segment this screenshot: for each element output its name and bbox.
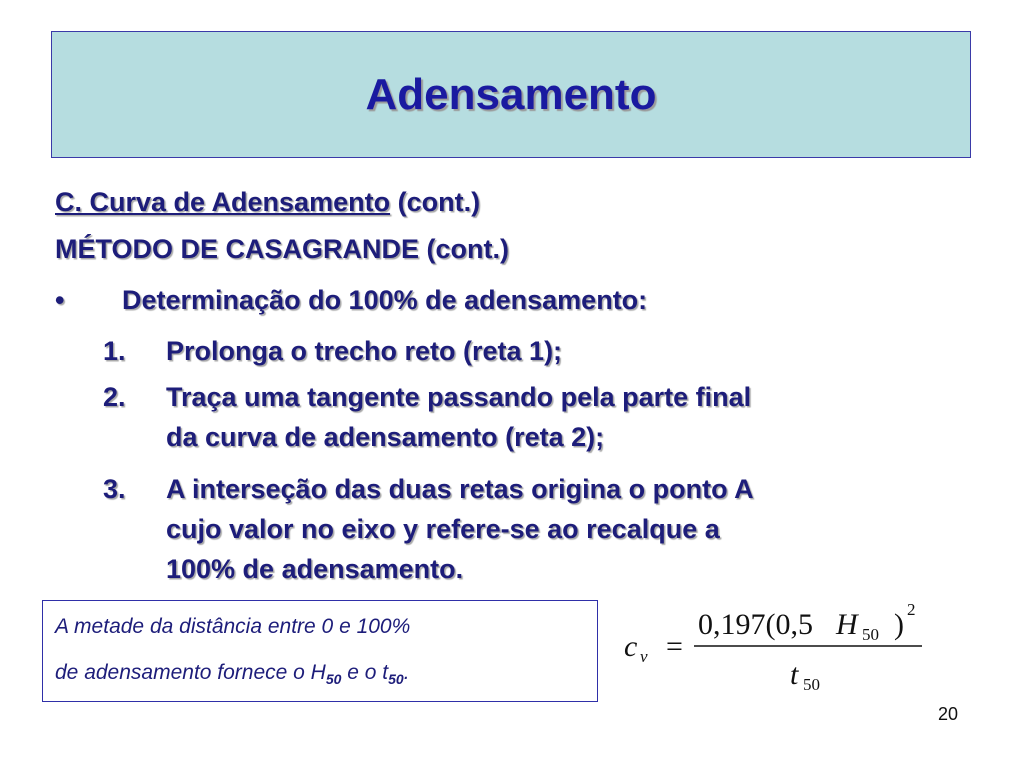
section-heading: C. Curva de Adensamento bbox=[55, 187, 391, 217]
formula-numerator-a: 0,197(0,5 bbox=[698, 608, 813, 641]
note-box bbox=[42, 600, 598, 702]
step-1-number: 1. bbox=[103, 336, 126, 366]
note-line-2-b: e o t bbox=[341, 661, 389, 684]
formula-c-subscript: v bbox=[640, 647, 648, 666]
method-heading: MÉTODO DE CASAGRANDE (cont.) bbox=[55, 234, 510, 264]
formula-H-subscript: 50 bbox=[862, 625, 879, 644]
formula-equals: = bbox=[666, 630, 683, 663]
step-2-line-1: Traça uma tangente passando pela parte final bbox=[166, 382, 752, 412]
slide-title: Adensamento bbox=[365, 69, 657, 119]
step-3-line-1: A interseção das duas retas origina o ponto A bbox=[166, 474, 754, 504]
note-line-2 bbox=[55, 661, 410, 687]
bullet-text: Determinação do 100% de adensamento: bbox=[122, 285, 648, 315]
formula-t: t bbox=[790, 658, 799, 691]
note-line-1: A metade da distância entre 0 e 100% bbox=[55, 615, 411, 638]
step-2-number: 2. bbox=[103, 382, 126, 412]
formula-c: c bbox=[624, 630, 638, 663]
step-2-line-2: da curva de adensamento (reta 2); bbox=[166, 422, 605, 452]
formula-t-subscript: 50 bbox=[803, 675, 820, 694]
formula-close-paren: ) bbox=[894, 608, 904, 641]
cv-formula bbox=[610, 598, 940, 703]
bullet-marker: • bbox=[55, 285, 65, 315]
step-1-line-1: Prolonga o trecho reto (reta 1); bbox=[166, 336, 563, 366]
section-suffix: (cont.) bbox=[397, 187, 481, 217]
step-3-number: 3. bbox=[103, 474, 126, 504]
formula-exponent: 2 bbox=[907, 600, 916, 619]
note-line-2-a: de adensamento fornece o H bbox=[55, 661, 326, 684]
title-box bbox=[51, 31, 971, 158]
formula-H: H bbox=[836, 608, 858, 641]
step-3-line-2: cujo valor no eixo y refere-se ao recalque a bbox=[166, 514, 720, 544]
note-h50-subscript: 50 bbox=[325, 671, 342, 688]
note-t50-subscript: 50 bbox=[388, 671, 404, 688]
step-3-line-3: 100% de adensamento. bbox=[166, 554, 464, 584]
note-line-2-c: . bbox=[403, 661, 410, 684]
page-number: 20 bbox=[938, 704, 959, 724]
section-heading-line bbox=[55, 185, 480, 219]
